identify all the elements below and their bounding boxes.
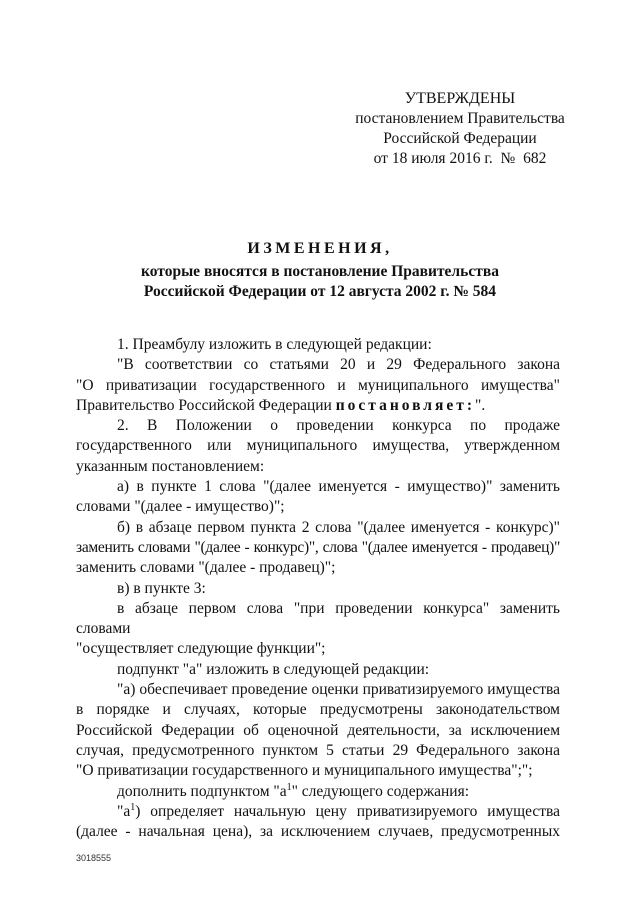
paragraph: подпункт "а" изложить в следующей редакции: xyxy=(117,660,430,678)
text-span: ". xyxy=(475,396,486,414)
subtitle-line: которые вносятся в постановление Правительства xyxy=(141,263,499,280)
paragraph-line: "О приватизации государственного и муниципального имущества" xyxy=(76,376,560,394)
paragraph-line: "В соответствии со статьями 20 и 29 Федерального закона xyxy=(117,356,560,374)
approval-line: Российской Федерации xyxy=(383,130,537,147)
superscript: 1 xyxy=(286,781,292,793)
paragraph-line xyxy=(76,396,560,416)
paragraph: 1. Преамбулу изложить в следующей редакции: xyxy=(117,336,432,353)
approval-heading: УТВЕРЖДЕНЫ xyxy=(404,90,516,107)
paragraph-line: (далее - начальная цена), за исключением случаев, предусмотренных xyxy=(76,823,560,841)
paragraph-line: "а) обеспечивает проведение оценки приватизируемого имущества xyxy=(117,681,560,699)
paragraph-line xyxy=(76,782,560,802)
paragraph-line: заменить словами "(далее - конкурс)", слова "(далее именуется - продавец)" xyxy=(76,538,560,556)
text-span: Правительство Российской Федерации xyxy=(76,396,336,414)
paragraph-line: государственного или муниципального имущества, утвержденном xyxy=(76,437,560,455)
document-subtitle xyxy=(0,262,640,302)
paragraph-line: в порядке и случаях, которые предусмотрены законодательством xyxy=(76,701,560,719)
text-span: дополнить подпунктом "а xyxy=(117,782,287,800)
paragraph-line: в абзаце первом слова "при проведении конкурса" заменить словами xyxy=(76,599,560,638)
paragraph-line: 2. В Положении о проведении конкурса по продаже xyxy=(117,417,560,435)
paragraph-line: б) в абзаце первом пункта 2 слова "(далее именуется - конкурс)" xyxy=(117,518,560,536)
subtitle-line: Российской Федерации от 12 августа 2002 г. № 584 xyxy=(143,283,497,300)
paragraph-line: заменить словами "(далее - продавец)"; xyxy=(76,559,336,577)
paragraph: в) в пункте 3: xyxy=(117,579,206,597)
superscript: 1 xyxy=(130,801,136,813)
approval-block xyxy=(330,89,590,169)
emphasis-text: постановляет: xyxy=(335,396,476,414)
paragraph-line: Российской Федерации об оценочной деятельности, за исключением xyxy=(76,721,560,739)
document-number: 3018555 xyxy=(76,853,112,863)
paragraph-line: "осуществляет следующие функции"; xyxy=(76,640,326,658)
text-span: "а xyxy=(117,802,131,820)
text-span: ) определяет начальную цену приватизируемого имущества xyxy=(135,802,560,820)
paragraph-line: указанным постановлением: xyxy=(76,457,265,475)
document-body xyxy=(76,335,560,842)
paragraph-line: случая, предусмотренного пунктом 5 статьи 29 Федерального закона xyxy=(76,741,560,759)
approval-date-line: от 18 июля 2016 г. № 682 xyxy=(373,150,547,167)
document-title: ИЗМЕНЕНИЯ, xyxy=(247,240,393,257)
approval-line: постановлением Правительства xyxy=(355,110,565,127)
text-span: " следующего содержания: xyxy=(291,782,470,800)
paragraph-line xyxy=(76,802,560,822)
paragraph-line: а) в пункте 1 слова "(далее именуется - имущество)" заменить xyxy=(117,478,560,496)
paragraph-line: "О приватизации государственного и муниципального имущества";"; xyxy=(76,762,533,780)
paragraph-line: словами "(далее - имущество)"; xyxy=(76,498,285,516)
